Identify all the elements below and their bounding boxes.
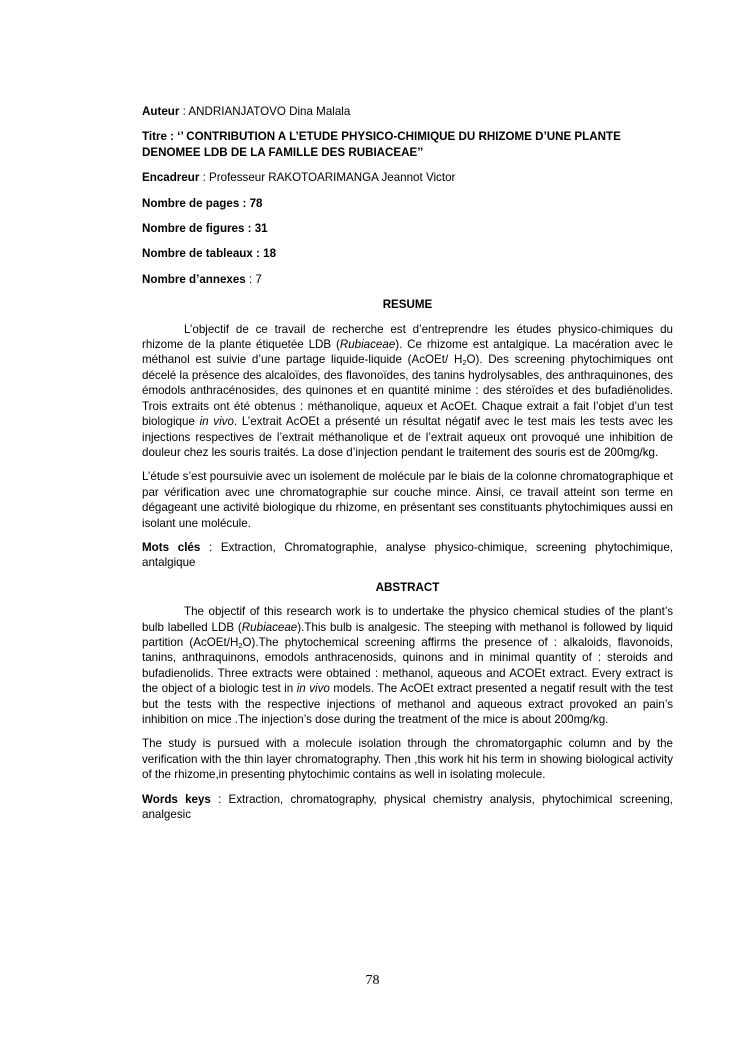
resume-p1-italic-invivo: in vivo — [199, 415, 234, 429]
resume-p1-subscript: 2 — [462, 358, 467, 368]
resume-heading: RESUME — [382, 298, 433, 312]
author-value: : ANDRIANJATOVO Dina Malala — [179, 105, 351, 118]
abstract-p1-italic-invivo: in vivo — [296, 682, 330, 696]
abstract-heading: ABSTRACT — [375, 580, 440, 594]
abstract-p1-text-b: ).This bulb is analgesic. The steeping with methanol is followed by liquid partition (AcOEt/H — [142, 620, 673, 649]
tables-line — [142, 246, 673, 261]
page-number: 78 — [365, 973, 380, 988]
annexes-value: : 7 — [245, 272, 262, 286]
document-page — [142, 104, 673, 831]
figures-line — [142, 221, 673, 236]
annexes-label: Nombre d’annexes — [142, 272, 246, 286]
abstract-keywords-label: Words keys — [142, 792, 211, 806]
resume-p1-text-b: ). Ce rhizome est antalgique. La macération avec le méthanol est suivie d’une partage liquide-liquide (AcOEt/ H — [142, 338, 673, 367]
abstract-p1-text-d: models. The AcOEt extract presented a negatif result with the test but the tests with the respective injections of methanol and aqueous extract provoked an pain’s inhibition on mice .The injection’s dose during the treatment of the mice is about 200mg/kg. — [142, 682, 674, 726]
author-label: Auteur — [142, 105, 180, 118]
supervisor-value: : Professeur RAKOTOARIMANGA Jeannot Victor — [199, 171, 456, 185]
abstract-paragraph-2: The study is pursued with a molecule isolation through the chromatorgaphic column and by the verification with the thin layer chromatography. Then ,this work hit his term in showing biological activity of the rhizome,in presenting phytochimic contains as well in isolating molecule. — [142, 737, 673, 782]
resume-keywords-value: : Extraction, Chromatographie, analyse physico-chimique, screening phytochimique, antalgique — [142, 540, 673, 570]
pages-line — [142, 196, 673, 211]
title-value: ‘’ CONTRIBUTION A L’ETUDE PHYSICO-CHIMIQUE DU RHIZOME D’UNE PLANTE DENOMEE LDB DE LA FAMILLE DES RUBIACEAE’’ — [142, 130, 621, 159]
abstract-p1-text-c: O).The phytochemical screening affirms the presence of : alkaloids, flavonoids, tanins, anthraquinons, emodols anthracenosids, quinons and in minimal quantity of : steroids and bufadienolids. Three extracts were obtained : methanol, aqueous and ACOEt extract. Every extract is the object of a biologic test in — [142, 635, 673, 696]
abstract-p1-text-a: The objectif of this research work is to undertake the physico chemical studies of the plant’s bulb labelled LDB ( — [142, 605, 673, 634]
tables-count: Nombre de tableaux : 18 — [142, 247, 277, 261]
resume-p1-text-a: L’objectif de ce travail de recherche est d’entreprendre les études physico-chimiques du rhizome de la plante étiquetée LDB ( — [142, 322, 673, 352]
resume-keywords — [142, 540, 673, 571]
title-line — [142, 129, 673, 160]
author-line — [142, 104, 673, 119]
pages-count: Nombre de pages : 78 — [142, 196, 263, 210]
abstract-keywords-value: : Extraction, chromatography, physical chemistry analysis, phytochimical screening, analgesic — [142, 792, 673, 822]
title-label: Titre : — [142, 130, 178, 144]
annexes-line — [142, 272, 673, 287]
resume-keywords-label: Mots clés — [142, 540, 201, 554]
resume-p1-text-c: O). Des screening phytochimiques ont décelé la présence des alcaloïdes, des flavonoïdes, des tanins hydrolysables, des anthraquinones, des émodols anthracénosides, des quinones et en quantité minime : des stéroïdes et des bufadiénolides. Trois extraits ont été obtenus : méthanolique, aqueux et AcOEt. Chaque extrait a fait l’objet d’un test biologique — [142, 353, 673, 429]
figures-count: Nombre de figures : 31 — [142, 222, 268, 236]
abstract-paragraph-1 — [142, 604, 673, 727]
resume-p1-italic-family: Rubiaceae — [339, 338, 396, 352]
supervisor-label: Encadreur — [142, 171, 200, 185]
supervisor-line — [142, 170, 673, 185]
resume-paragraph-1 — [142, 322, 673, 461]
abstract-p1-subscript: 2 — [238, 640, 243, 650]
abstract-p1-italic-family: Rubiaceae — [241, 620, 298, 634]
resume-p1-text-d: . L’extrait AcOEt a présenté un résultat négatif avec le test mais les tests avec les injections respectives de l’extrait méthanolique et de l’extrait aqueux ont provoqué une inhibition de douleur chez les souris traités. La dose d’injection pendant le traitement des souris est de 200mg/kg. — [142, 415, 673, 459]
resume-paragraph-2: L’étude s’est poursuivie avec un isolement de molécule par le biais de la colonne chromatographique et par vérification avec une chromatographie sur couche mince. Ainsi, ce travail atteint son terme en dégageant une activité biologique du rhizome, en présentant ses constituants phytochimiques aussi en isolant une molécule. — [142, 470, 673, 530]
abstract-keywords — [142, 792, 673, 823]
